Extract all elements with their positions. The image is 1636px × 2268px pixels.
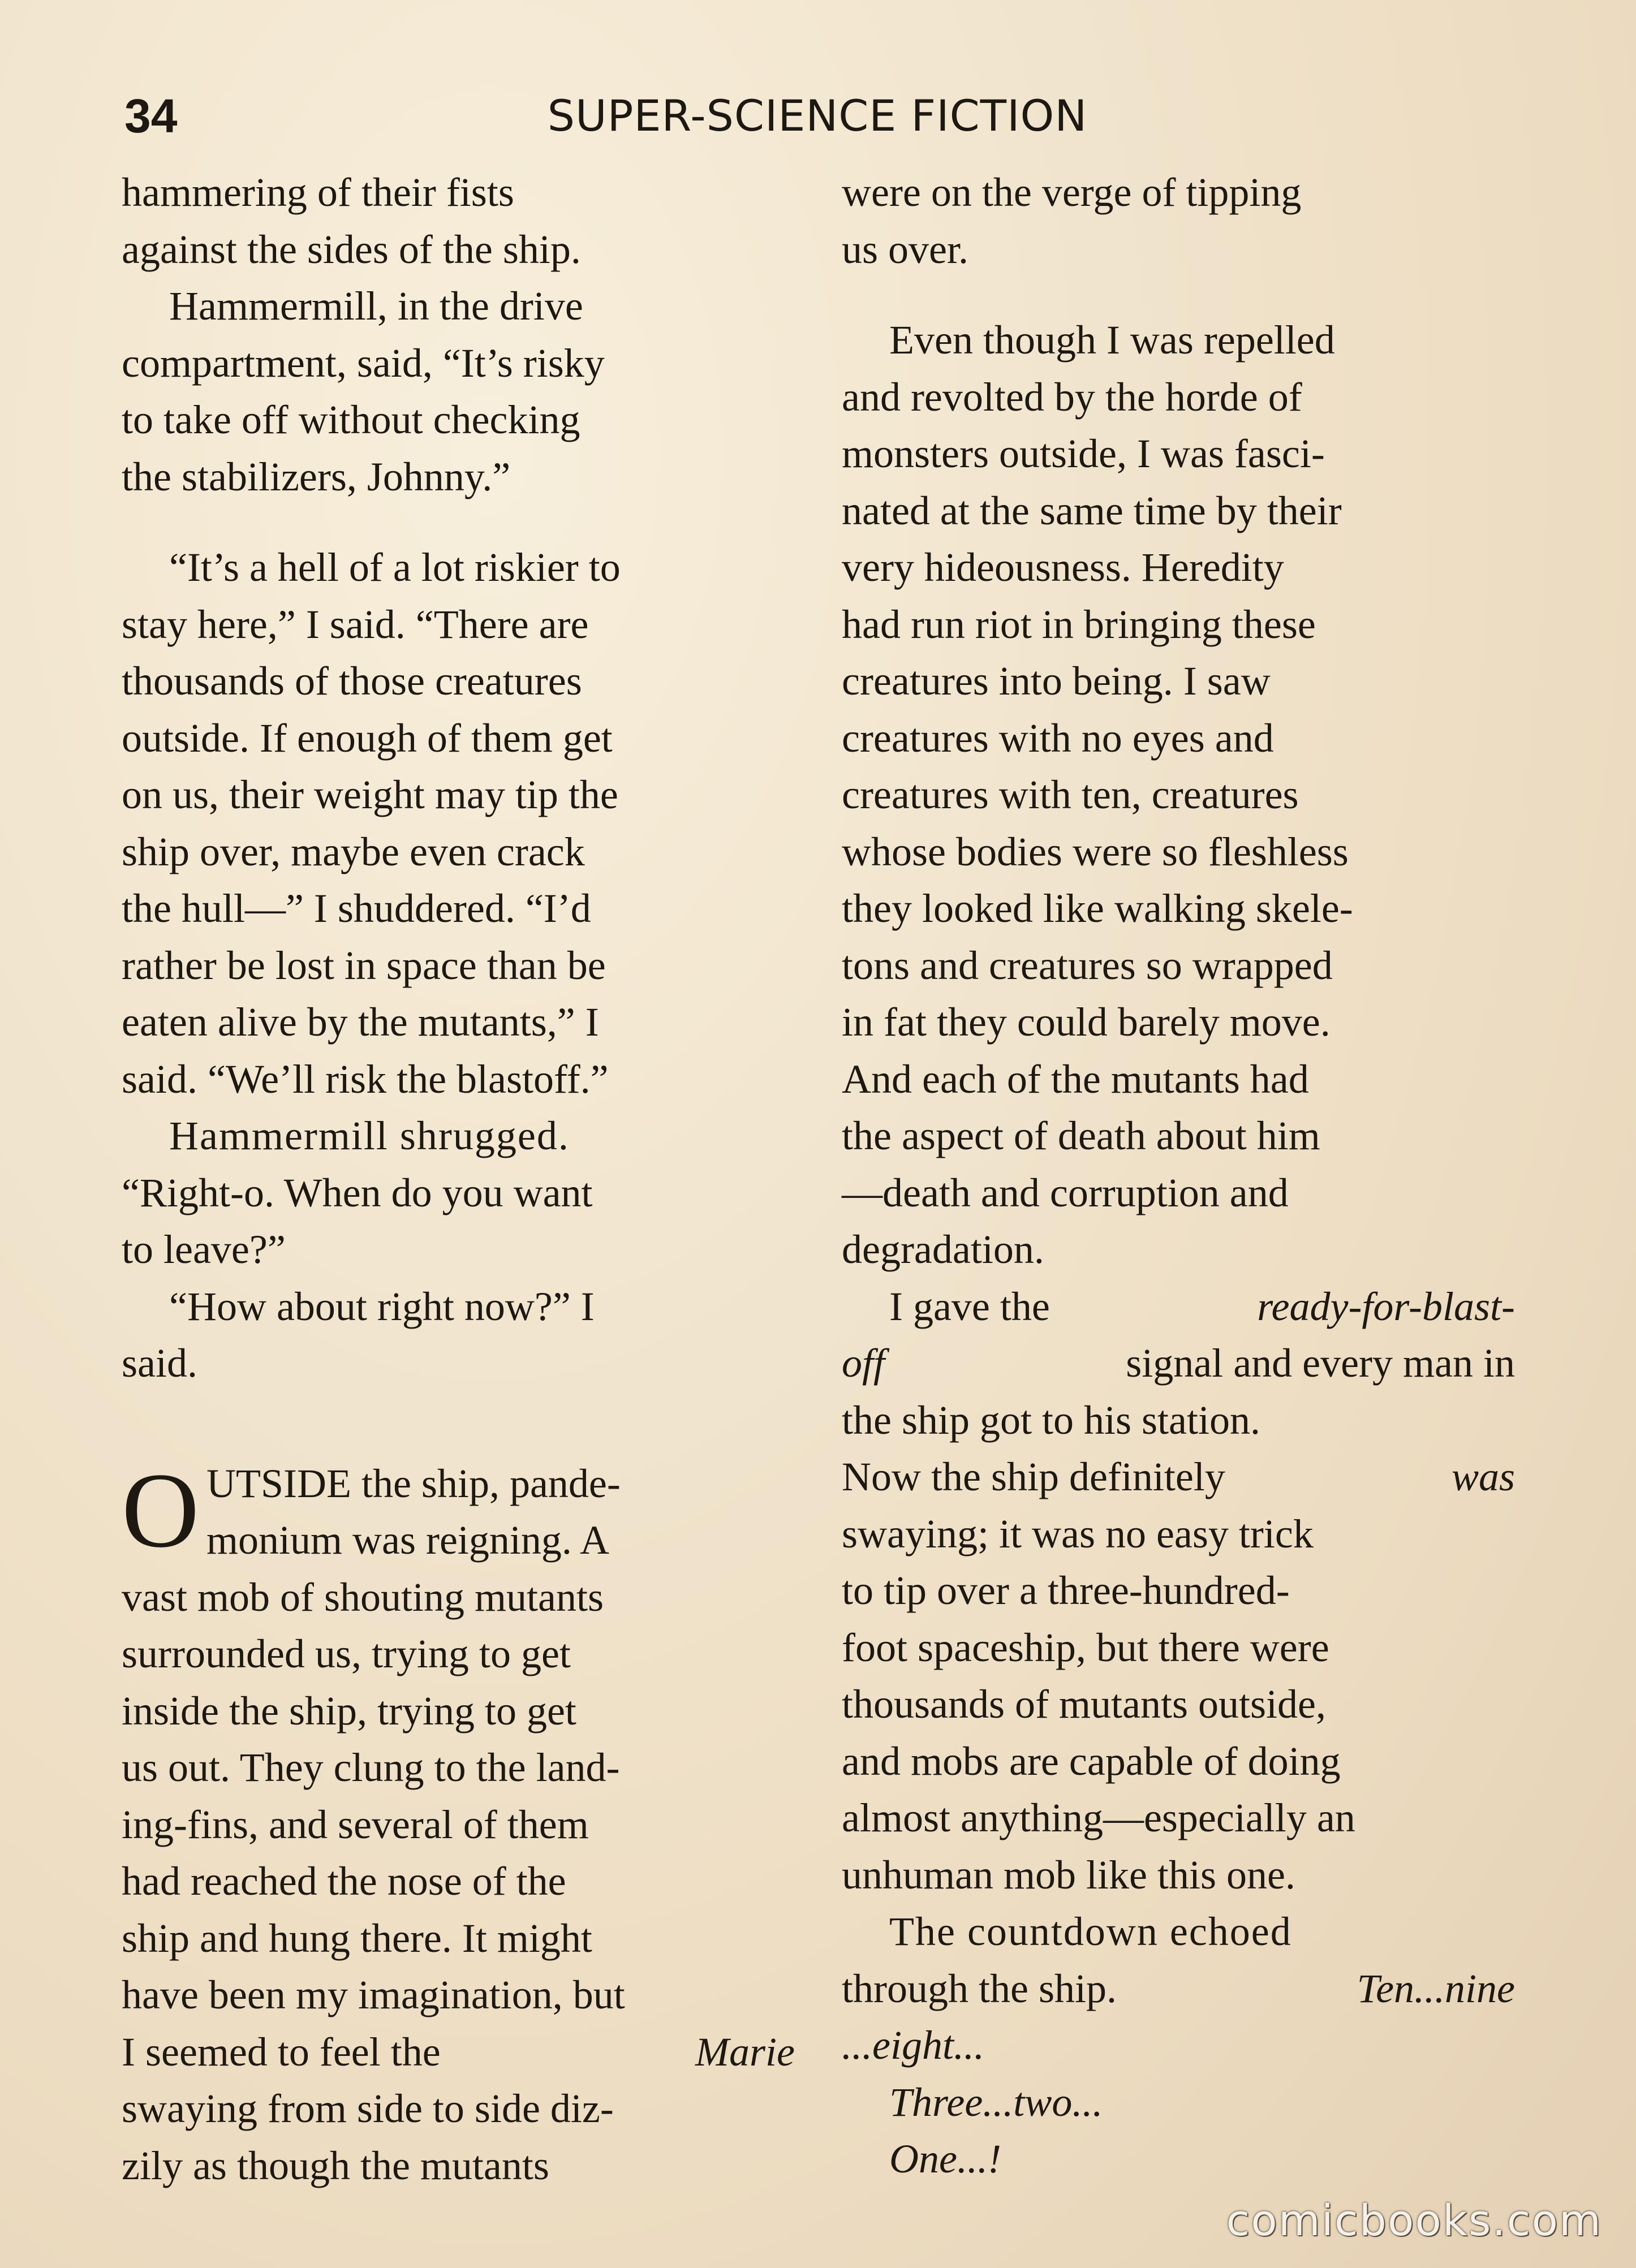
text-span: to take off without checking: [122, 397, 580, 442]
text-span: —death and corruption and: [842, 1170, 1289, 1215]
text-line: [122, 539, 795, 596]
text-line: [122, 221, 795, 278]
text-span: the hull—” I shuddered. “I’d: [122, 886, 591, 931]
text-span: eaten alive by the mutants,” I: [122, 999, 599, 1045]
paragraph-gap: [122, 505, 795, 539]
text-line: [842, 766, 1515, 823]
text-line: [122, 994, 795, 1051]
text-line: [842, 539, 1515, 596]
text-span: Hammermill, in the drive: [169, 283, 583, 329]
text-span: I gave the: [889, 1283, 1050, 1329]
text-line: [842, 1903, 1515, 1960]
text-span: UTSIDE the ship, pande-: [206, 1460, 621, 1506]
text-line: [842, 653, 1515, 710]
text-span: the stabilizers, Johnny.”: [122, 454, 511, 499]
text-line: [122, 1796, 795, 1853]
paragraph-gap: [842, 278, 1515, 312]
text-line: [842, 710, 1515, 767]
countdown-text: Ten...nine: [1357, 1965, 1515, 2011]
text-line: [122, 596, 795, 653]
text-span: creatures into being. I saw: [842, 658, 1271, 704]
text-line: [842, 1165, 1515, 1222]
text-line: [122, 823, 795, 881]
text-span: swaying from side to side diz-: [122, 2086, 614, 2131]
text-span: zily as though the mutants: [122, 2142, 549, 2188]
text-span: surrounded us, trying to get: [122, 1631, 571, 1676]
text-span: have been my imagination, but: [122, 1972, 625, 2017]
text-line: [842, 1676, 1515, 1733]
text-span: against the sides of the ship.: [122, 226, 581, 272]
text-span: tons and creatures so wrapped: [842, 942, 1333, 988]
text-line: [842, 2017, 1515, 2074]
countdown-text: ...eight...: [842, 2023, 984, 2068]
text-line: [842, 2074, 1515, 2131]
text-span: “Right-o. When do you want: [122, 1170, 593, 1215]
text-span: through the ship.: [842, 1965, 1117, 2011]
text-span: signal and every man in: [1126, 1340, 1515, 1386]
text-span: almost anything—especially an: [842, 1795, 1355, 1840]
text-line: [842, 1335, 1515, 1392]
text-line: [122, 449, 795, 506]
text-span: very hideousness. Heredity: [842, 545, 1284, 590]
text-span: inside the ship, trying to get: [122, 1688, 576, 1734]
text-line: [842, 1960, 1515, 2017]
text-line: [122, 1512, 795, 1569]
text-line: [842, 994, 1515, 1051]
text-line: [122, 937, 795, 994]
text-line: [122, 278, 795, 335]
text-span: whose bodies were so fleshless: [842, 829, 1349, 874]
page-number: 34: [124, 89, 178, 143]
text-span: foot spaceship, but there were: [842, 1624, 1329, 1670]
text-line: [122, 2137, 795, 2194]
text-span: “It’s a hell of a lot riskier to: [169, 545, 621, 590]
text-line: [842, 823, 1515, 881]
text-line: [122, 766, 795, 823]
ship-name: Marie: [695, 2029, 795, 2075]
text-span: to tip over a three-hundred-: [842, 1568, 1290, 1613]
text-line: [842, 880, 1515, 937]
text-line: [842, 221, 1515, 278]
text-span: had reached the nose of the: [122, 1859, 566, 1904]
text-span: to leave?”: [122, 1227, 286, 1272]
section-break: [122, 1392, 795, 1455]
text-span: hammering of their fists: [122, 170, 514, 215]
text-line: [122, 335, 795, 392]
text-span: outside. If enough of them get: [122, 715, 613, 761]
text-span: compartment, said, “It’s risky: [122, 340, 605, 386]
text-line: [842, 164, 1515, 221]
italic-phrase: ready-for-blast-: [1257, 1283, 1515, 1329]
text-span: nated at the same time by their: [842, 488, 1342, 533]
text-span: I seemed to feel the: [122, 2029, 441, 2075]
page-header: [124, 79, 1510, 153]
text-span: the ship got to his station.: [842, 1397, 1261, 1443]
text-line: [122, 2080, 795, 2137]
text-line: [122, 1107, 795, 1165]
text-line: [122, 1278, 795, 1335]
text-line: [122, 653, 795, 710]
text-span: monium was reigning. A: [206, 1517, 609, 1563]
text-span: they looked like walking skele-: [842, 886, 1353, 931]
text-span: Now the ship definitely: [842, 1454, 1225, 1499]
text-line: [842, 1790, 1515, 1847]
text-span: Even though I was repelled: [889, 317, 1335, 363]
text-line: [842, 937, 1515, 994]
text-line: [842, 1051, 1515, 1108]
text-span: us out. They clung to the land-: [122, 1745, 620, 1790]
text-line: [122, 1221, 795, 1278]
text-line: [842, 482, 1515, 540]
left-column: [122, 164, 795, 2200]
text-line: [122, 1683, 795, 1740]
text-line: [842, 596, 1515, 653]
text-line: [842, 312, 1515, 369]
text-line: [842, 1562, 1515, 1619]
text-span: thousands of mutants outside,: [842, 1681, 1326, 1727]
text-span: and mobs are capable of doing: [842, 1738, 1341, 1784]
text-span: swaying; it was no easy trick: [842, 1511, 1314, 1556]
text-line: [122, 1910, 795, 1967]
text-span: “How about right now?” I: [169, 1283, 595, 1329]
text-span: ing-fins, and several of them: [122, 1801, 589, 1847]
text-span: creatures with no eyes and: [842, 715, 1274, 761]
italic-word: was: [1451, 1454, 1515, 1499]
text-line: [842, 1107, 1515, 1165]
text-line: [842, 2131, 1515, 2188]
text-line: [842, 1448, 1515, 1506]
text-span: creatures with ten, creatures: [842, 772, 1299, 817]
text-span: unhuman mob like this one.: [842, 1852, 1295, 1898]
text-line: [122, 391, 795, 449]
running-head: SUPER-SCIENCE FICTION: [547, 90, 1088, 141]
text-span: rather be lost in space than be: [122, 942, 606, 988]
text-line: [122, 880, 795, 937]
text-span: monsters outside, I was fasci-: [842, 431, 1325, 476]
text-span: said.: [122, 1340, 197, 1386]
text-line: [842, 1221, 1515, 1278]
text-line: [122, 1051, 795, 1108]
text-line: [122, 1967, 795, 2024]
countdown-text: One...!: [889, 2136, 1001, 2181]
text-line: [842, 369, 1515, 426]
text-line: [842, 1278, 1515, 1335]
text-line: [842, 1733, 1515, 1790]
text-span: on us, their weight may tip the: [122, 772, 618, 817]
text-span: vast mob of shouting mutants: [122, 1574, 604, 1620]
text-line: [122, 710, 795, 767]
text-line: [842, 1392, 1515, 1449]
text-span: And each of the mutants had: [842, 1056, 1309, 1102]
text-line: [842, 1506, 1515, 1563]
text-span: had run riot in bringing these: [842, 601, 1316, 647]
text-line: [122, 164, 795, 221]
text-span: ship and hung there. It might: [122, 1915, 592, 1961]
text-span: thousands of those creatures: [122, 658, 582, 704]
watermark: comicbooks.com: [1226, 2195, 1602, 2245]
text-span: degradation.: [842, 1227, 1044, 1272]
text-span: the aspect of death about him: [842, 1113, 1320, 1158]
countdown-text: Three...two...: [889, 2079, 1103, 2125]
text-line: [122, 2024, 795, 2081]
text-span: The countdown echoed: [889, 1909, 1292, 1954]
text-span: ship over, maybe even crack: [122, 829, 585, 874]
text-line: [122, 1739, 795, 1796]
text-line: [842, 1847, 1515, 1904]
text-span: said. “We’ll risk the blastoff.”: [122, 1056, 609, 1102]
text-line: [842, 1619, 1515, 1676]
text-span: us over.: [842, 226, 968, 272]
text-line: [842, 425, 1515, 482]
text-span: in fat they could barely move.: [842, 999, 1331, 1045]
text-span: stay here,” I said. “There are: [122, 601, 589, 647]
text-span: Hammermill shrugged.: [169, 1113, 570, 1158]
italic-phrase: off: [842, 1340, 885, 1386]
right-column: [842, 164, 1515, 2200]
text-line: [122, 1853, 795, 1910]
text-line: [122, 1569, 795, 1626]
text-span: were on the verge of tipping: [842, 170, 1302, 215]
drop-cap: O: [122, 1451, 200, 1570]
text-line: [122, 1335, 795, 1392]
text-line: [122, 1625, 795, 1683]
text-line: [122, 1165, 795, 1222]
text-span: and revolted by the horde of: [842, 374, 1302, 420]
